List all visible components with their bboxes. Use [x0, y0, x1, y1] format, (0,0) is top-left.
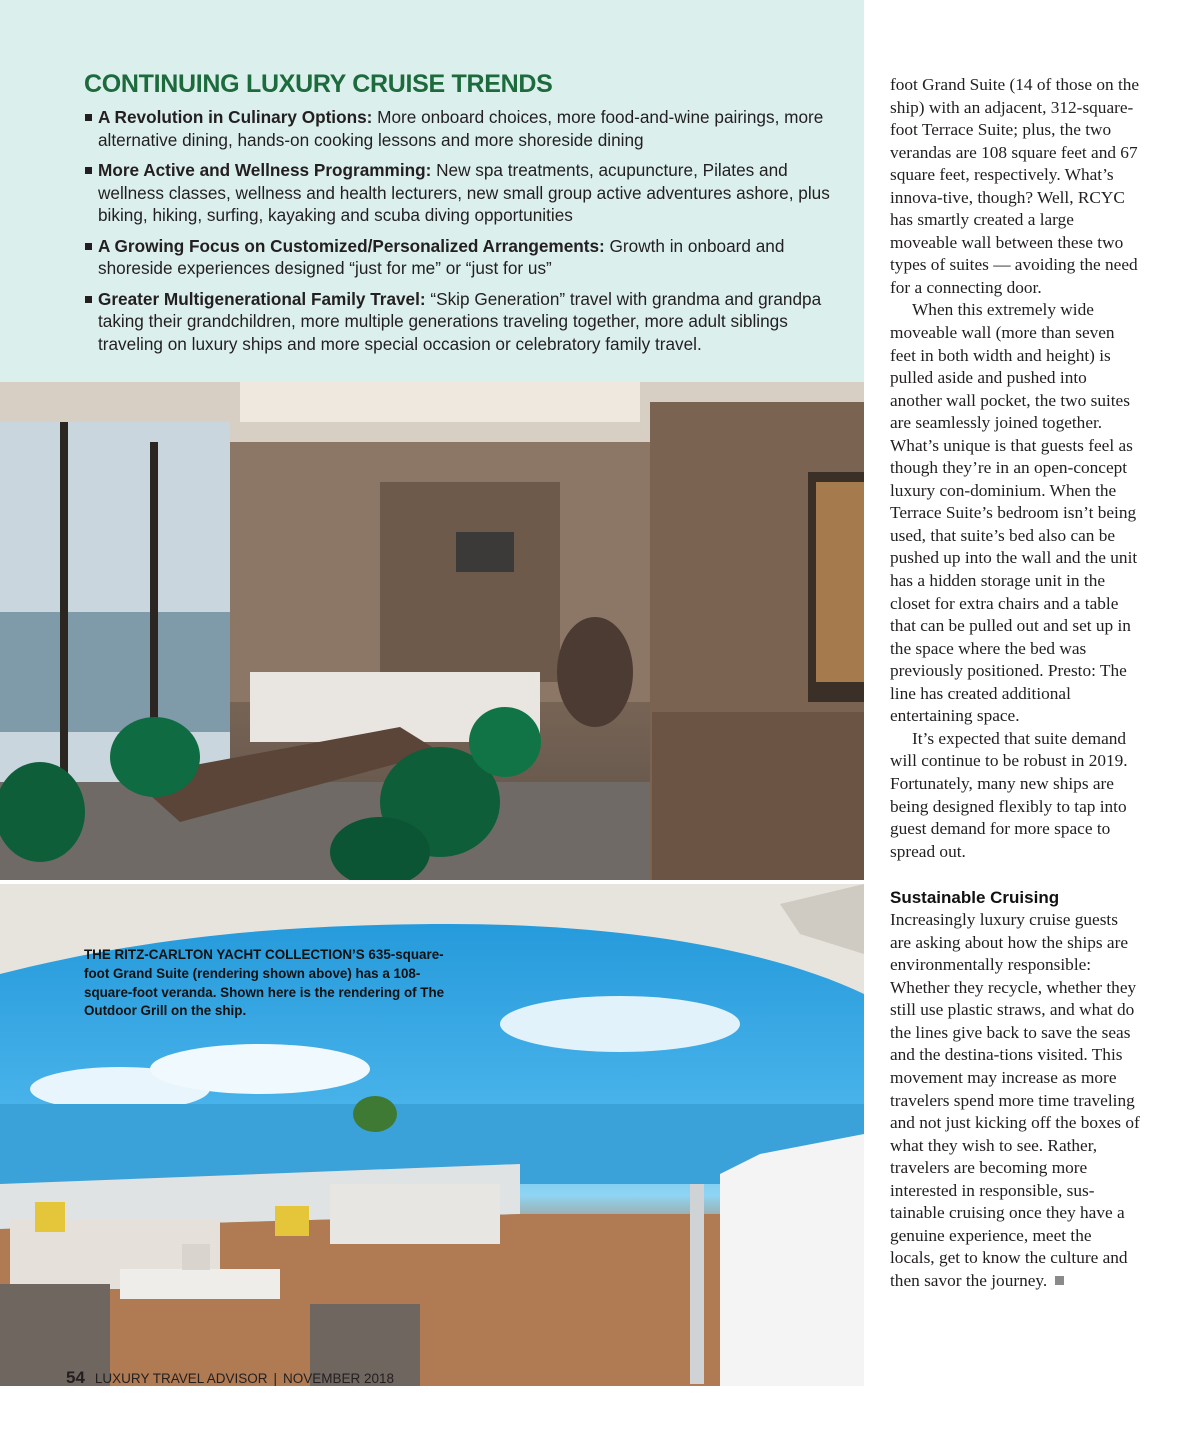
article-paragraph: foot Grand Suite (14 of those on the ship) with an adjacent, 312-square-foot Terrace Suite; plus, the two verandas are 108 square feet and 67 square feet, respectively. What’s innova-tive, though? Well, RCYC has smartly created a large moveable wall between these two types of suites — avoiding the need for a connecting door.	[890, 75, 1140, 297]
trend-item	[84, 106, 844, 151]
publication-name: LUXURY TRAVEL ADVISOR	[94, 1371, 268, 1386]
trend-text: “Skip Generation” travel with grandma and grandpa taking their grandchildren, more multiple generations traveling together, more adult siblings traveling on luxury ships and more special occasion or celebratory family travel.	[98, 288, 822, 354]
outdoor-grill-photo	[0, 884, 864, 1386]
bullet-square-icon	[85, 114, 92, 121]
issue-date: NOVEMBER 2018	[283, 1371, 395, 1386]
trend-heading: Greater Multigenerational Family Travel:	[98, 288, 426, 309]
sidebar-title: CONTINUING LUXURY CRUISE TRENDS	[84, 70, 553, 98]
article-paragraph: When this extremely wide moveable wall (more than seven feet in both width and height) is pulled aside and pushed into another wall pocket, the two suites are seamlessly joined together. What’s unique is that guests feel as though they’re in an open-concept luxury con-dominium. When the Terrace Suite’s bedroom isn’t being used, that suite’s bed also can be pushed up into the wall and the unit has a hidden storage unit in the closet for extra chairs and a table that can be pulled out and set up in the space where the bed was previously positioned. Presto: The line has created additional entertaining space.	[890, 300, 1138, 726]
page-footer	[66, 1368, 394, 1388]
trends-list	[84, 106, 844, 363]
footer-separator: |	[273, 1371, 278, 1386]
trends-sidebar	[0, 0, 864, 382]
article-paragraph-text: Increasingly luxury cruise guests are asking about how the ships are environmentally responsible: Whether they recycle, whether they still use plastic straws, and what do the lines give back to save the seas and the destina-tions visited. This movement may increase as more travelers spend more time traveling and not just kicking off the boxes of what they wish to see. Rather, travelers are becoming more interested in responsible, sus-tainable cruising once they have a genuine experience, meet the locals, get to know the culture and then savor the journey.	[890, 910, 1140, 1290]
trend-text: New spa treatments, acupuncture, Pilates and wellness classes, wellness and health lecturers, new small group active adventures ashore, plus biking, hiking, surfing, kayaking and scuba diving opportunities	[98, 160, 830, 225]
page-number: 54	[66, 1368, 85, 1387]
trend-text: More onboard choices, more food-and-wine pairings, more alternative dining, hands-on cooking lessons and more shoreside dining	[98, 107, 824, 150]
trend-item	[84, 235, 844, 280]
bullet-square-icon	[85, 296, 92, 303]
trend-heading: A Growing Focus on Customized/Personalized Arrangements:	[98, 235, 605, 256]
article-paragraph	[890, 909, 1140, 1292]
trend-heading: A Revolution in Culinary Options:	[98, 107, 373, 127]
section-heading: Sustainable Cruising	[890, 888, 1060, 908]
end-mark-icon	[1055, 1276, 1064, 1285]
grand-suite-illustration	[0, 382, 864, 880]
article-paragraph: It’s expected that suite demand will continue to be robust in 2019. Fortunately, many new ships are being designed flexibly to tap into guest demand for more space to spread out.	[890, 728, 1128, 861]
bullet-square-icon	[85, 243, 92, 250]
grand-suite-photo	[0, 382, 864, 880]
photo-caption: THE RITZ-CARLTON YACHT COLLECTION’S 635-square-foot Grand Suite (rendering shown above) has a 108-square-foot veranda. Shown here is the rendering of The Outdoor Grill on the ship.	[84, 947, 445, 1019]
trend-text: Growth in onboard and shoreside experiences designed “just for me” or “just for us”	[98, 235, 785, 278]
trend-item	[84, 288, 844, 356]
bullet-square-icon	[85, 167, 92, 174]
article-column	[890, 74, 1140, 1292]
trend-item	[84, 159, 844, 227]
trend-heading: More Active and Wellness Programming:	[98, 160, 432, 180]
